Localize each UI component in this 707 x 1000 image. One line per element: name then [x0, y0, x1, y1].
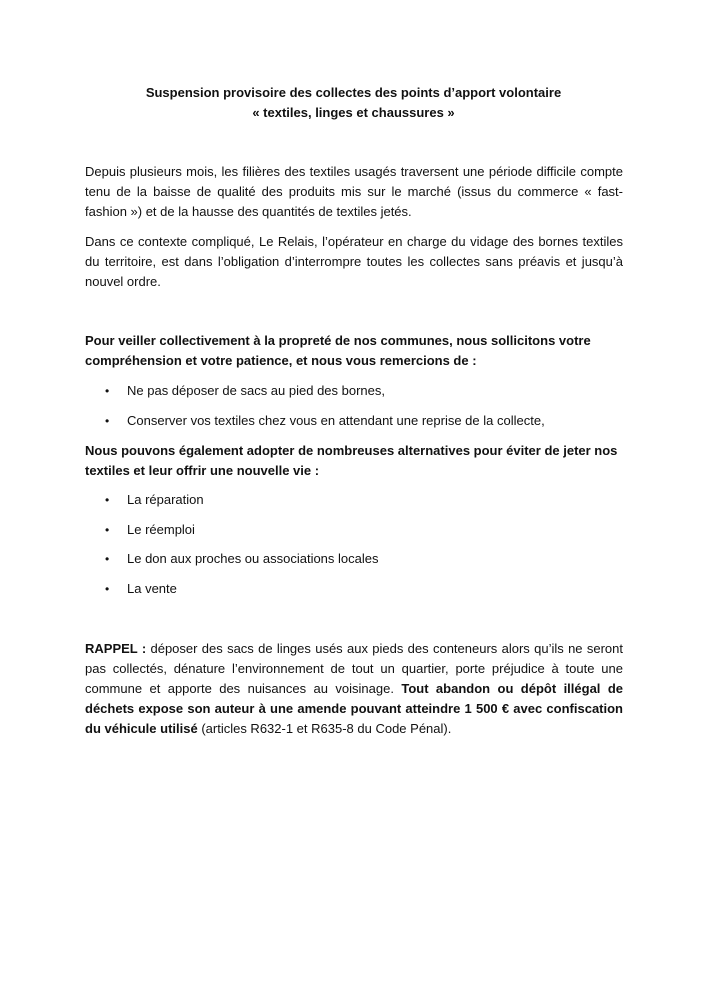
alternatives-heading: Nous pouvons également adopter de nombreuses alternatives pour éviter de jeter nos textiles et leur offrir une nouvelle vie :: [85, 443, 618, 478]
reminder-paragraph: [85, 639, 623, 739]
reminder-penalty-text: Tout abandon ou dépôt illégal de déchets expose son auteur à une amende pouvant atteindre 1 500 € avec confiscation du véhicule utilisé: [85, 681, 623, 736]
reminder-block: [85, 639, 623, 739]
list-item-text: La vente: [127, 581, 177, 597]
alternatives-list: [85, 490, 623, 609]
bullet-icon: •: [105, 413, 110, 428]
alternatives-heading-block: [85, 441, 623, 481]
list-item-text: Le réemploi: [127, 521, 195, 537]
request-list: [85, 381, 623, 440]
list-item-text: Conserver vos textiles chez vous en attendant une reprise de la collecte,: [127, 412, 545, 428]
bullet-icon: •: [105, 522, 110, 537]
document-title: [0, 83, 707, 123]
list-item: [85, 520, 623, 540]
list-item-text: La réparation: [127, 492, 204, 507]
reminder-legal-reference: (articles R632-1 et R635-8 du Code Pénal).: [197, 721, 452, 736]
bullet-icon: •: [105, 582, 110, 597]
intro-paragraph-1-block: [85, 162, 623, 222]
bullet-icon: •: [105, 493, 110, 507]
reminder-label: RAPPEL :: [85, 641, 147, 656]
request-heading: Pour veiller collectivement à la propreté de nos communes, nous sollicitons votre compréhension et votre patience, et nous vous remercions de :: [85, 333, 591, 368]
bullet-icon: •: [105, 552, 110, 567]
list-item-text: Le don aux proches ou associations locales: [127, 551, 379, 567]
title-line-2: « textiles, linges et chaussures »: [252, 105, 455, 120]
list-item: [85, 411, 623, 431]
bullet-icon: •: [105, 384, 110, 398]
title-line-1: Suspension provisoire des collectes des points d’apport volontaire: [145, 85, 562, 100]
list-item-text: Ne pas déposer de sacs au pied des bornes,: [127, 383, 386, 398]
intro-paragraph-2: Dans ce contexte compliqué, Le Relais, l’opérateur en charge du vidage des bornes textiles du territoire, est dans l’obligation d’interrompre toutes les collectes sans préavis et jusqu’à nouvel ordre.: [85, 234, 623, 289]
list-item: [85, 579, 623, 599]
intro-paragraph-2-block: [85, 232, 623, 292]
list-item: [85, 490, 623, 510]
intro-paragraph-1: Depuis plusieurs mois, les filières des textiles usagés traversent une période difficile compte tenu de la baisse de qualité des produits mis sur le marché (issus du commerce « fast-fashion ») et de la hausse des quantités de textiles jetés.: [85, 164, 623, 219]
request-heading-block: [85, 331, 623, 371]
list-item: [85, 549, 623, 569]
list-item: [85, 381, 623, 401]
reminder-text: déposer des sacs de linges usés aux pieds des conteneurs alors qu’ils ne seront pas collectés, dénature l’environnement de tout un quartier, porte préjudice à toute une commune et apporte des nuisances au voisinage.: [85, 641, 623, 696]
